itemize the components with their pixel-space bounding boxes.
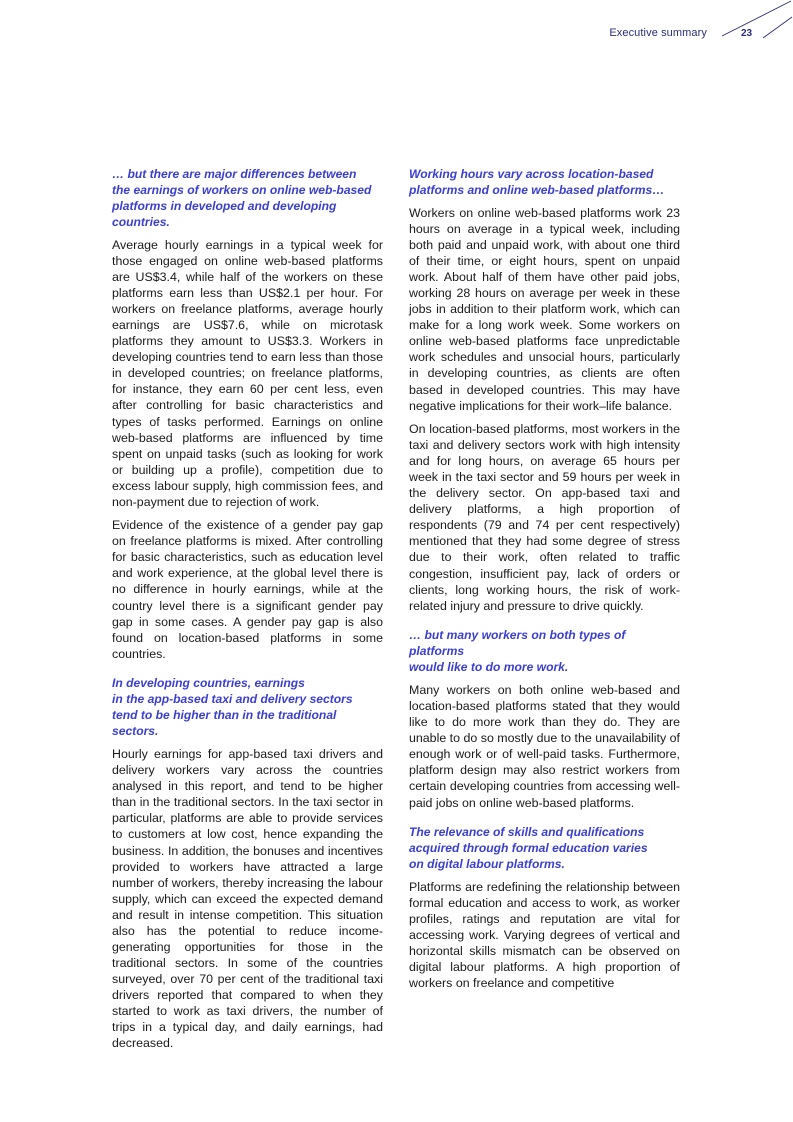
subheading-skills-qualifications [409,824,680,872]
subheading-line: … but many workers on both types of platforms [409,628,626,659]
subheading-line: platforms and online web-based platforms… [409,183,665,197]
paragraph-more-work: Many workers on both online web-based and location-based platforms stated that they would like to do more work than they do. They are unable to do so mostly due to the unavailability of enough work or of well-paid tasks. Furthermore, platform design may also restrict workers from certain developing countries from accessing well-paid jobs on online web-based platforms. [409,683,680,810]
subheading-line: the earnings of workers on online web-based [112,183,372,197]
page-number: 23 [741,28,753,39]
subheading-line: on digital labour platforms. [409,857,565,872]
subheading-line: tend to be higher than in the traditional sectors. [112,708,337,739]
left-column [112,166,383,1059]
subheading-more-work [409,627,680,675]
running-header-section-title: Executive summary [609,27,707,39]
subheading-developing-countries-earnings [112,675,383,739]
paragraph-online-working-hours: Workers on online web-based platforms work 23 hours on average in a typical week, including both paid and unpaid work, with about one third of their time, or eight hours, spent on unpaid work. About half of them have other paid jobs, working 28 hours on average per week in these jobs in addition to their platform work, which can make for a long work week. Some workers on online web-based platforms face unpredictable work schedules and unsocial hours, particularly in developing countries, as clients are often based in developed countries. This may have negative implications for their work–life balance. [409,206,680,413]
paragraph-taxi-delivery-earnings: Hourly earnings for app-based taxi drivers and delivery workers vary across the countries analysed in this report, and tend to be higher than in the traditional sectors. In the taxi sector in particular, platforms are able to provide services to customers at low cost, hence expanding the business. In addition, the bonuses and incentives provided to workers have attracted a large number of workers, thereby increasing the labour supply, which can exceed the expected demand and result in intense competition. This situation also has the potential to reduce income-generating opportunities for those in the traditional sectors. In some of the countries surveyed, over 70 per cent of the traditional taxi drivers reported that compared to when they started to work as taxi drivers, the number of trips in a typical day, and daily earnings, had decreased. [112,747,383,1051]
subheading-line: acquired through formal education varies [409,841,648,856]
subheading-line: The relevance of skills and qualifications [409,825,645,840]
subheading-line: would like to do more work. [409,660,569,675]
subheading-earnings-differences [112,166,383,230]
right-column [409,166,680,999]
paragraph-gender-pay-gap: Evidence of the existence of a gender pay gap on freelance platforms is mixed. After controlling for basic characteristics, such as education level and work experience, at the global level there is no difference in hourly earnings, while at the country level there is a significant gender pay gap in some cases. A gender pay gap is also found on location-based platforms in some countries. [112,518,383,661]
subheading-line: platforms in developed and developing countries. [112,199,337,229]
paragraph-location-based-hours: On location-based platforms, most workers in the taxi and delivery sectors work with high intensity and for long hours, on average 65 hours per week in the taxi sector and 59 hours per week in the delivery sector. On app-based taxi and delivery platforms, a high proportion of respondents (79 and 74 per cent respectively) mentioned that they had some degree of stress due to their work, often related to traffic congestion, insufficient pay, lack of orders or clients, long working hours, the risk of work-related injury and pressure to drive quickly. [409,422,680,613]
subheading-line: Working hours vary across location-based [409,167,654,181]
subheading-working-hours [409,166,680,198]
subheading-line: … but there are major differences between [112,167,357,181]
paragraph-average-hourly-earnings: Average hourly earnings in a typical week for those engaged on online web-based platforms are US$3.4, while half of the workers on these platforms earn less than US$2.1 per hour. For workers on freelance platforms, average hourly earnings are US$7.6, while on microtask platforms they amount to US$3.3. Workers in developing countries tend to earn less than those in developed countries; on freelance platforms, for instance, they earn 60 per cent less, even after controlling for basic characteristics and types of tasks performed. Earnings on online web-based platforms are influenced by time spent on unpaid tasks (such as looking for work or building up a profile), competition due to excess labour supply, high commission fees, and non-payment due to rejection of work. [112,238,383,509]
header-diagonal-lines-icon [715,0,793,44]
subheading-line: In developing countries, earnings [112,676,305,691]
paragraph-skills-mismatch: Platforms are redefining the relationship between formal education and access to work, as worker profiles, ratings and reputation are vital for accessing work. Varying degrees of vertical and horizontal skills mismatch can be observed on digital labour platforms. A high proportion of workers on freelance and competitive [409,880,680,991]
subheading-line: in the app-based taxi and delivery sectors [112,692,353,707]
